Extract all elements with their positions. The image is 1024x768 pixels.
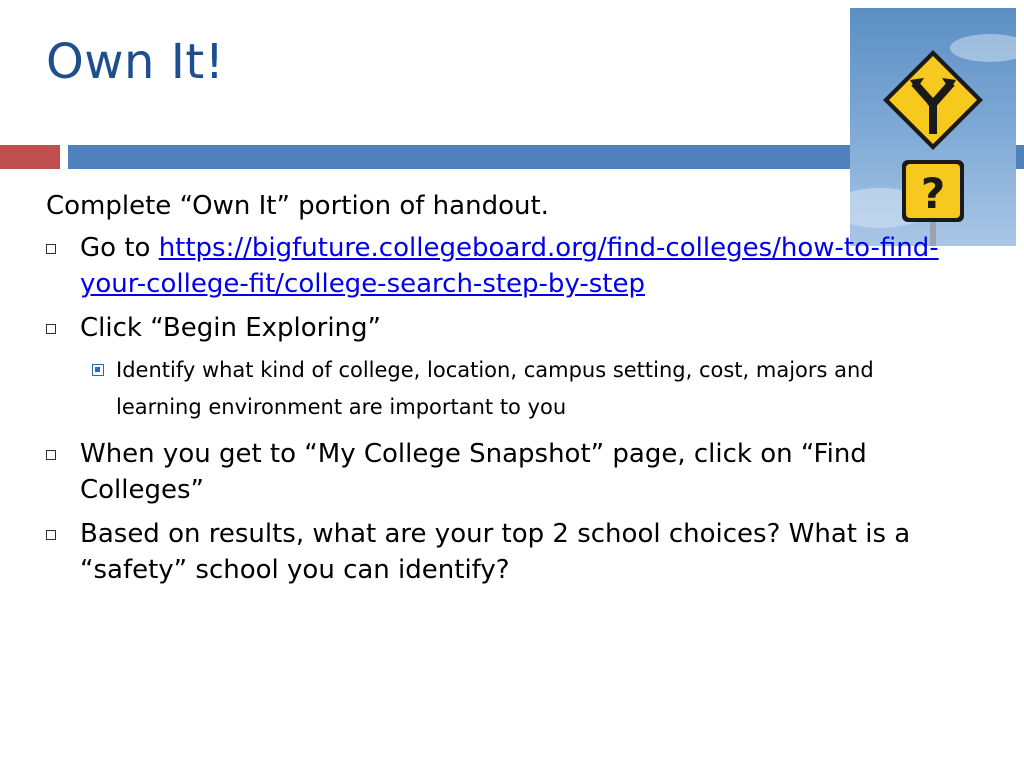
bullet-item — [46, 516, 946, 588]
bullet-text: Click “Begin Exploring” — [80, 313, 382, 343]
sub-bullet-item — [46, 352, 946, 426]
bullet-text: When you get to “My College Snapshot” page, click on “Find Colleges” — [80, 439, 867, 505]
slide-title: Own It! — [46, 34, 225, 90]
sub-bullet-text: Identify what kind of college, location, campus setting, cost, majors and learning environment are important to you — [116, 358, 874, 419]
filled-square-bullet-icon — [92, 364, 104, 376]
svg-text:?: ? — [920, 169, 946, 218]
lead-text: Complete “Own It” portion of handout. — [46, 191, 549, 221]
square-bullet-icon — [46, 244, 56, 254]
college-search-link[interactable]: https://bigfuture.collegeboard.org/find-colleges/how-to-find-your-college-fit/college-search-step-by-step — [80, 233, 939, 299]
bullet-item — [46, 230, 946, 302]
square-bullet-icon — [46, 450, 56, 460]
slide-content — [46, 188, 946, 596]
bullet-item — [46, 436, 946, 508]
square-bullet-icon — [46, 530, 56, 540]
bullet-item — [46, 310, 946, 346]
bullet-prefix: Go to — [80, 233, 159, 263]
accent-bar-red — [0, 145, 60, 169]
square-bullet-icon — [46, 324, 56, 334]
bullet-text: Based on results, what are your top 2 school choices? What is a “safety” school you can identify? — [80, 519, 911, 585]
